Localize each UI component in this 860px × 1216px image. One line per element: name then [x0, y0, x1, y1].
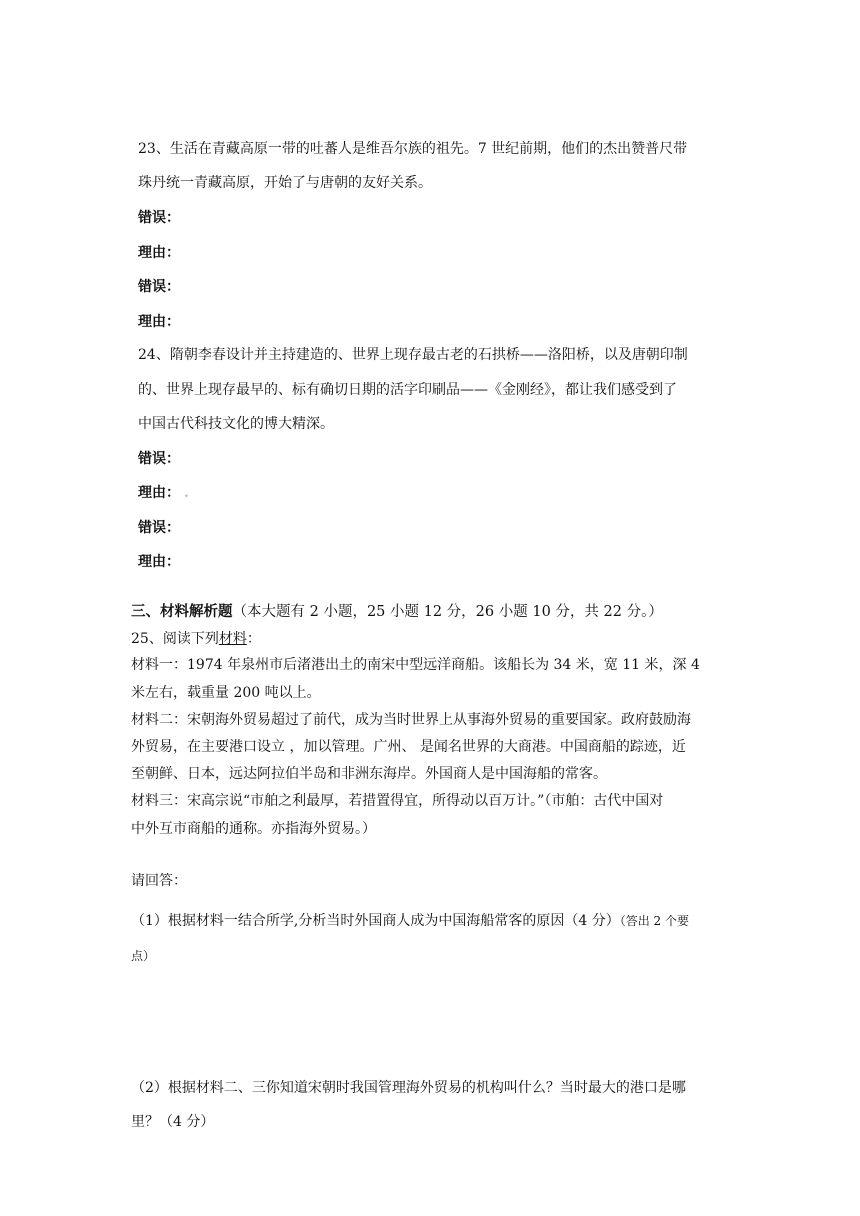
q23-error-1-label: 错误：: [138, 210, 180, 226]
section-3-title: 三、材料解析题: [131, 603, 233, 620]
q25-intro-prefix: 25、阅读下列: [131, 631, 219, 647]
q24-line-3: 中国古代科技文化的博大精深。: [138, 416, 334, 432]
q24-error-2-label: 错误：: [138, 520, 180, 536]
q23-error-2-label: 错误：: [138, 279, 180, 295]
material-1-line-2: 米左右，载重量 200 吨以上。: [131, 685, 321, 701]
sub-question-2-line-2: 里？（4 分）: [131, 1114, 215, 1130]
q23-reason-2-label: 理由：: [138, 314, 180, 330]
q23-reason-1-label: 理由：: [138, 245, 180, 261]
q24-error-1-label: 错误：: [138, 451, 180, 467]
sub-question-1-main: （1）根据材料一结合所学,分析当时外国商人成为中国海船常客的原因（4 分）: [131, 913, 620, 929]
material-2-line-1: 材料二：宋朝海外贸易超过了前代，成为当时世界上从事海外贸易的重要国家。政府鼓励海: [131, 712, 691, 728]
q25-intro-suffix: ：: [246, 631, 261, 647]
q24-line-2: 的、世界上现存最早的、标有确切日期的活字印刷品——《金刚经》，都让我们感受到了: [138, 382, 677, 398]
sub-question-2-line-1: （2）根据材料二、三你知道宋朝时我国管理海外贸易的机构叫什么？当时最大的港口是哪: [131, 1080, 686, 1096]
q25-intro-underlined: 材料: [218, 631, 247, 647]
sub-question-1-line-2: 点）: [131, 949, 156, 963]
q24-line-1: 24、隋朝李春设计并主持建造的、世界上现存最古老的石拱桥——洛阳桥，以及唐朝印制: [138, 347, 688, 363]
material-2-line-2: 外贸易，在主要港口设立 ，加以管理。广州、 是闻名世界的大商港。中国商船的踪迹，近: [131, 739, 686, 755]
q24-reason-1-text: 理由：: [138, 485, 180, 501]
please-answer: 请回答：: [131, 873, 187, 889]
q23-line-1: 23、生活在青藏高原一带的吐蕃人是维吾尔族的祖先。7 世纪前期，他们的杰出赞普尺带: [138, 141, 688, 157]
stray-mark: .: [184, 485, 189, 501]
q24-reason-2-label: 理由：: [138, 554, 180, 570]
q25-intro: [131, 629, 261, 649]
material-3-line-2: 中外互市商船的通称。亦指海外贸易。）: [131, 821, 376, 837]
material-3-line-1: 材料三：宋高宗说“市舶之利最厚，若措置得宜，所得动以百万计。”（市舶：古代中国对: [131, 793, 664, 809]
section-3-heading: [131, 602, 663, 622]
sub-question-1-hint: （答出 2 个要: [619, 914, 689, 928]
q23-line-2: 珠丹统一青藏高原，开始了与唐朝的友好关系。: [138, 175, 432, 191]
sub-question-1-line-1: [131, 911, 689, 931]
material-2-line-3: 至朝鲜、日本，远达阿拉伯半岛和非洲东海岸。外国商人是中国海船的常客。: [131, 766, 607, 782]
material-1-line-1: 材料一：1974 年泉州市后渚港出土的南宋中型远洋商船。该船长为 34 米，宽 11 米，深 4: [131, 657, 700, 673]
section-3-note: （本大题有 2 小题，25 小题 12 分，26 小题 10 分，共 22 分。）: [232, 604, 663, 620]
q24-reason-1-label: [138, 483, 189, 503]
